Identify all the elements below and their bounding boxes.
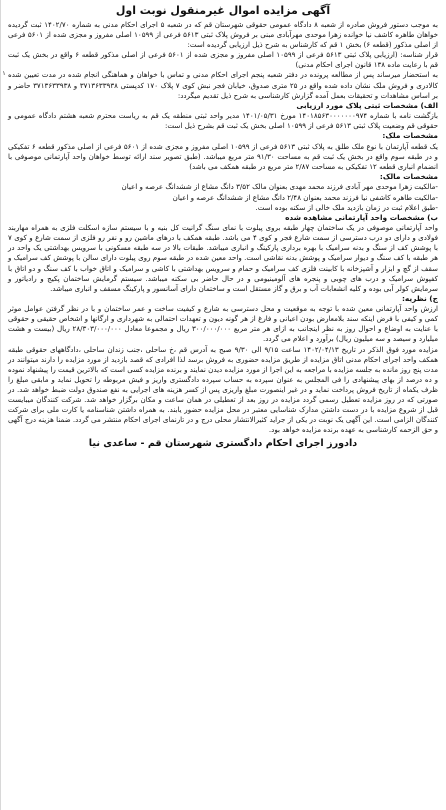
announcement-title: آگهی مزایده اموال غیرمنقول نوبت اول — [115, 4, 331, 17]
paragraph-order-intro: به موجب دستور فروش صادره از شعبه ۸ دادگاه عمومی حقوقی شهرستان قم که در شعبه ۵ اجرای احکام مدنی به شماره ۱۴۰۲/۷۰ ثبت گردیده خواهان طاهره کاشف نیا خوانده زهرا موحدی مهرآبادی مبنی بر فروش پلاک ثبتی ۵۶۱۳ فرعی از ۱۰۵۹۹ اصلی مفروز و مجزی شده از ۵۶۰۱ فرعی از اصلی مذکور (قطعه ۶) بخش ۱ قم که کارشناس به شرح ذیل ارزیابی گردیده است: — [8, 20, 439, 50]
paragraph-expert-visit: به استحضار میرساند پس از مطالعه پرونده در دفتر شعبه پنجم اجرای احکام مدنی و تماس با خواهان و هماهنگی انجام شده در مدت تعیین شده کالادری و فروش ملک نشان داده شده واقع در ۲۵ متری صدوق، خیابان فجر نبش کوی ۷ پلاک ۱۷۰ کدپستی ۳۷۱۳۶۳۳۹۳۸ و ۳۷۱۳۶۳۳۹۳۸ حاضر و بر اساس مشاهدات و تحقیقات بعمل آمده گزارش کارشناسی به شرح ذیل تقدیم میگردد: — [8, 70, 439, 100]
signature-line: دادورز اجرای احکام دادگستری شهرستان قم - ساعدی نیا — [88, 438, 358, 450]
paragraph-building-description: واحد آپارتمانی موصوفی در یک ساختمان چهار طبقه بروی پیلوت با نمای سنگ گرانیت کل بنیه و با سیستم سازه اسکلت فلزی به همراه مهاربند فولادی و دارای دو درب دسترسی از سمت شارع فجر و کوی ۴ می باشد. طبقه همکف با درهای ماشین رو و نفر رو فلزی از سمت شارع و کوی ۷ با پوشش کف از سنگ و بدنه سرامیک با بهره برداری پارکینگ و انباری میباشد. طبقات بالا در سه طبقه مسکونی با سرویس بهداشتی یک واحد در هر طبقه با کف سنگ و دیوار سرامیک و پوشش بدنه نقاشی است. واحد معین شده در طبقه سوم روی پیلوت دارای سالن با پوشش کف سرامیک و سقف از گچ و ابزار و آشپزخانه با کابینت فلزی کف سرامیک و حمام و سرویس بهداشتی با کاشی و سرامیک و اتاق خواب با کف سنگ و دو اتاق با کفپوش سرامیک و درب های چوبی و پنجره های آلومینیومی و در حال حاضر بی سکنه میباشد. سیستم گرمایش ساختمان پکیج و رادیاتور و سرمایش کولر آبی بوده و کلیه انشعابات آب و برق و گاز مستقل است و ساختمان دارای آسانسور و پارکینگ مسقف و انباری میباشد. — [8, 223, 438, 293]
paragraph-valuation: ارزش واحد آپارتمانی معین شده با توجه به موقعیت و محل دسترسی به شارع و کیفیت ساخت و عمر ساختمان و با در نظر گرفتن عوامل موثر کمی و کیفی با فرض اینکه سند بلامعارض بودن اعیانی و فارغ از هر گونه دیون و تعهدات احتمالی به شهرداری و ارگانها و اشخاص حقیقی و حقوقی با عنایت به اوضاع و احوال روز به نظر اینجانب به ازای هر متر مربع ۳۰۰/۰۰۰/۰۰۰ ریال و مجموعا معادل ۲۸/۳۰۳/۰۰۰/۰۰۰ ریال (بیست و هشت میلیارد و سیصد و سه میلیون ریال) برآورد و اعلام می گردد. — [8, 304, 438, 344]
heading-owner-specs: مشخصات مالک: — [379, 172, 438, 182]
paragraph-property-description: یک قطعه آپارتمان با نوع ملک طلق به پلاک ثبتی ۵۶۱۳ فرعی از ۱۰۵۹۹ اصلی مفروز و مجزی شده از ۵۶۰۱ فرعی از اصلی مذکور قطعه ۶ تفکیکی و در طبقه سوم واقع در بخش یک ثبت قم به مساحت ۹۱/۳۰ متر مربع میباشد. (طبق تصویر سند ارائه توسط خواهان واحد آپارتمانی موصوفی با انضمام انباری قطعه ۱۲ تفکیکی به مساحت ۲/۸۷ متر مربع در طبقه همکف می باشد) — [8, 141, 438, 171]
owner-line-1: -مالکیت زهرا موحدی مهر آبادی فرزند محمد مهدی بعنوان مالک ۳/۵۲ دانگ مشاع از ششدانگ عرصه و اعیان — [121, 182, 438, 192]
owner-line-3: -طبق اعلام ثبت در زمان بازدید ملک خالی از سکنه بوده است. — [255, 202, 438, 212]
heading-observed-unit: ب) مشخصات واحد آپارتمانی مشاهده شده — [285, 212, 438, 222]
owner-line-2: -مالکیت طاهره کاشفی نیا فرزند محمد بعنوان ۲/۴۸ دانگ مشاع از ششدانگ عرصه و اعیان — [172, 192, 438, 202]
paragraph-auction-terms: مزایده مورد فوق الذکر در تاریخ ۱۴۰۲/۰۴/۱۳ ساعت ۹/۱۵ الی ۹/۳۰ صبح به آدرس قم ،خ ساحلی ،جنب زندان ساحلی ،دادگاههای حقوقی طبقه همکف واحد اجرای احکام مدنی اتاق مزایده از طریق مزایده حضوری به فروش برسد لذا افرادی که قصد بازدید از مورد مزایده را دارند میتوانند در مدت پنج روز مانده به جلسه مزایده با مراجعه به این اجرا از مورد مزایده دیدن نمایند و برنده مزایده کسی است که بالاترین قیمت را پیشنهاد نموده و ده درصد از بهای پیشنهادی را فی المجلس به عنوان سپرده به حساب سپرده دادگستری واریز و فیش مربوطه را تحویل نماید و مابقی مبلغ را ظرف یکماه از تاریخ فروش پرداخت نماید و در غیر اینصورت مبلغ واریزی پس از کسر هزینه های اجرایی به نفع صندوق دولت ضبط خواهد شد. در صورتی که در روز مزایده تعطیل رسمی گردد مزایده در روز بعد از تعطیلی در همان ساعت و مکان برگزار خواهد شد. شرکت کنندگان میبایست قبل از شروع مزایده با در دست داشتن مدارک شناسایی معتبر در محل مزایده حضور یابند. به همراه داشتن شناسنامه یا کارت ملی برای شرکت کنندگان الزامی است. این آگهی یک نوبت در یکی از جراید کثیرالانتشار محلی درج و در تارنمای اجرای احکام منتشر می گردد. ضمنا هزینه درج آگهی و حق الزحمه کارشناسی به عهده برنده مزایده خواهد بود. — [8, 344, 438, 435]
paragraph-registry-reply: بازگشت نامه با شماره ۱۴۰۱۸۵۶۳۰۰۰۰۰۰۰۹۷۴ مورخ ۱۴۰۱/۰۵/۳۱ مدیر واحد ثبتی منطقه یک قم به ریاست محترم شعبه هشتم دادگاه عمومی و حقوقی قم وضعیت پلاک ثبتی ۵۶۱۳ فرعی از ۱۰۵۹۹ اصلی بخش یک ثبت قم بشرح ذیل است: — [8, 111, 438, 131]
heading-registration-details: الف) مشخصات ثبتی پلاک مورد ارزیابی — [296, 100, 438, 110]
heading-property-specs: مشخصات ملک: — [382, 131, 438, 141]
margin-page-mark: ۱ — [2, 70, 6, 77]
heading-opinion: ج) نظریه: — [401, 293, 438, 303]
paragraph-assessment-subject: قرار شناسه: (ارزیابی پلاک ثبتی ۵۶۱۳ فرعی از ۱۰۵۹۹ اصلی مفروز و مجزی شده از ۵۶۰۱ فرعی از اصلی مذکور قطعه ۶ واقع در بخش یک ثبت قم با رعایت ماده ۱۳۸ قانون اجرای احکام مدنی) — [8, 50, 438, 70]
